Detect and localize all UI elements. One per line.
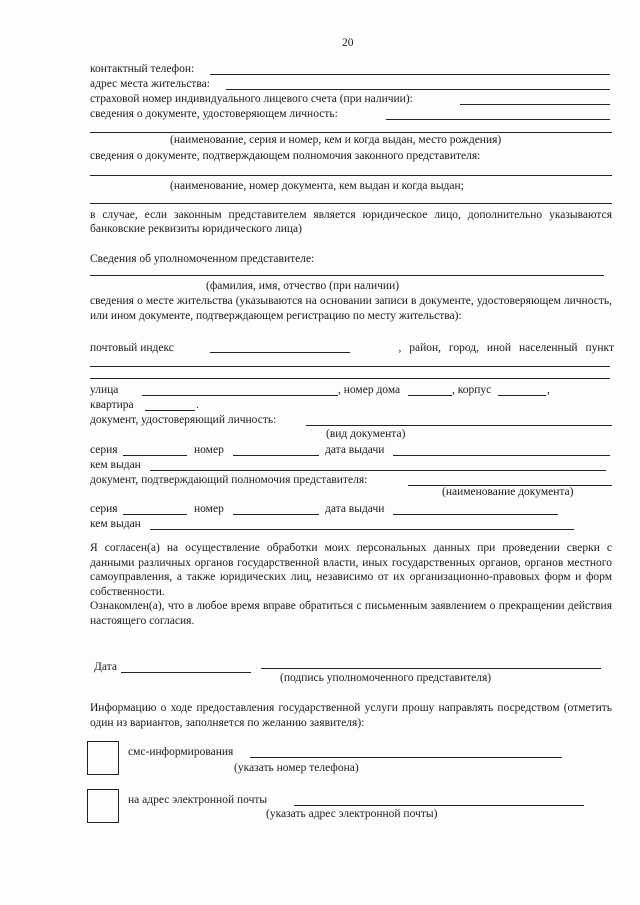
district-label: , район, город, иной населенный пункт xyxy=(398,342,614,354)
consent-text: Я согласен(а) на осуществление обработки моих персональных данных при проведении сверки с данными различных органов государственной власти, иных государственных органов, органов местного самоуправления, а также юридических лиц, независимо от их организационно-правовых форм и форм собственности. xyxy=(90,542,612,598)
issue-date-field-2[interactable] xyxy=(393,514,558,515)
auth-id-doc-label: документ, удостоверяющий личность: xyxy=(90,414,277,426)
sms-checkbox[interactable] xyxy=(87,741,119,775)
fio-field[interactable] xyxy=(90,275,604,276)
building-field[interactable] xyxy=(498,395,546,396)
issued-by-label: кем выдан xyxy=(90,459,141,471)
address-field-1[interactable] xyxy=(90,366,610,367)
number-label-2: номер xyxy=(194,503,224,515)
residence-info: сведения о месте жительства (указываются на основании записи в документе, удостоверяющем личность, или ином документе, подтверждающем регистрацию по месту жительства): xyxy=(90,295,612,322)
issued-by-field[interactable] xyxy=(150,470,606,471)
email-checkbox[interactable] xyxy=(87,789,119,823)
email-field[interactable] xyxy=(294,805,584,806)
postal-index-label: почтовый индекс xyxy=(90,342,174,354)
flat-field[interactable] xyxy=(145,410,195,411)
house-label: , номер дома xyxy=(338,384,401,396)
auth-id-doc-field[interactable] xyxy=(306,425,612,426)
series-label-2: серия xyxy=(90,503,118,515)
issue-date-label: дата выдачи xyxy=(325,444,385,456)
rep-doc-label: сведения о документе, подтверждающем полномочия законного представителя: xyxy=(90,150,481,162)
postal-index-field[interactable] xyxy=(210,352,350,353)
issue-date-label-2: дата выдачи xyxy=(325,503,385,515)
number-field-2[interactable] xyxy=(233,514,319,515)
number-field[interactable] xyxy=(233,455,319,456)
sms-hint: (указать номер телефона) xyxy=(234,762,359,774)
phone-field[interactable] xyxy=(210,74,610,75)
notification-text: Информацию о ходе предоставления государственной услуги прошу направлять посредством (отметить один из вариантов, заполняется по желанию заявителя): xyxy=(90,702,612,729)
power-doc-hint: (наименование документа) xyxy=(442,486,574,498)
building-label: , корпус xyxy=(452,384,492,396)
rep-doc-field[interactable] xyxy=(90,175,612,176)
power-doc-label: документ, подтверждающий полномочия представителя: xyxy=(90,474,368,486)
consent-acknowledgement: Ознакомлен(а), что в любое время вправе обратиться с письменным заявлением о прекращении действия настоящего согласия. xyxy=(90,600,612,627)
issued-by-label-2: кем выдан xyxy=(90,518,141,530)
residence-label: адрес места жительства: xyxy=(90,78,210,90)
street-field[interactable] xyxy=(142,395,338,396)
phone-label: контактный телефон: xyxy=(90,63,195,75)
sms-phone-field[interactable] xyxy=(250,757,562,758)
id-doc-field[interactable] xyxy=(386,119,610,120)
series-label: серия xyxy=(90,444,118,456)
rep-doc-hint: (наименование, номер документа, кем выдан и когда выдан; xyxy=(170,180,464,192)
id-doc-label: сведения о документе, удостоверяющем личность: xyxy=(90,108,338,120)
rep-doc-field-2[interactable] xyxy=(90,203,612,204)
house-field[interactable] xyxy=(408,395,452,396)
fio-hint: (фамилия, имя, отчество (при наличии) xyxy=(206,280,400,292)
series-field[interactable] xyxy=(123,455,187,456)
page-number: 20 xyxy=(342,37,354,49)
date-field[interactable] xyxy=(121,672,251,673)
legal-entity-note: в случае, если законным представителем является юридическое лицо, дополнительно указываются банковские реквизиты юридического лица) xyxy=(90,209,612,235)
issue-date-field[interactable] xyxy=(393,455,610,456)
snils-field[interactable] xyxy=(460,104,610,105)
number-label: номер xyxy=(194,444,224,456)
address-field-2[interactable] xyxy=(90,378,610,379)
sms-label: смс-информирования xyxy=(128,746,234,758)
flat-label: квартира xyxy=(90,399,134,411)
signature-field[interactable] xyxy=(261,668,601,669)
street-label: улица xyxy=(90,384,119,396)
issued-by-field-2[interactable] xyxy=(150,529,574,530)
residence-field[interactable] xyxy=(226,89,610,90)
email-label: на адрес электронной почты xyxy=(128,794,268,806)
id-doc-hint: (наименование, серия и номер, кем и когда выдан, место рождения) xyxy=(170,134,502,146)
auth-id-doc-hint: (вид документа) xyxy=(326,428,406,440)
snils-label: страховой номер индивидуального лицевого счета (при наличии): xyxy=(90,93,413,105)
date-label: Дата xyxy=(94,661,117,673)
authorized-heading: Сведения об уполномоченном представителе: xyxy=(90,253,315,265)
email-hint: (указать адрес электронной почты) xyxy=(266,808,438,820)
series-field-2[interactable] xyxy=(123,514,187,515)
signature-hint: (подпись уполномоченного представителя) xyxy=(280,672,492,684)
